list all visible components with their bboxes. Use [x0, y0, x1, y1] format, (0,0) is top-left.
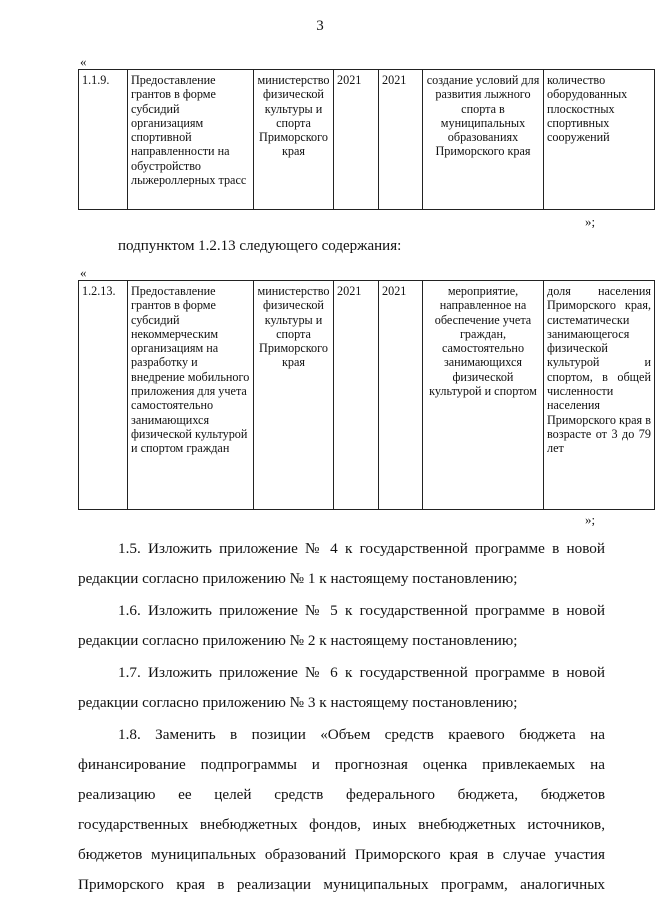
opening-quote: «	[80, 54, 87, 69]
item-number: 1.2.13.	[79, 281, 128, 510]
paragraph-1-6-line-1: 1.6. Изложить приложение № 5 к государственной программе в новой	[118, 602, 605, 619]
item-result: создание условий для развития лыжного спорта в муниципальных образованиях Приморского края	[423, 70, 544, 210]
table-row	[79, 281, 655, 510]
paragraph-1-7-line-2: редакции согласно приложению № 3 к настоящему постановлению;	[78, 694, 518, 711]
paragraph-1-8-line-5: бюджетов муниципальных образований Приморского края в случае участия	[78, 846, 605, 863]
item-name: Предоставление грантов в форме субсидий организациям спортивной направленности на обустройство лыжероллерных трасс	[128, 70, 254, 210]
table-row	[79, 70, 655, 210]
page-number: 3	[316, 18, 324, 34]
item-executor: министерство физической культуры и спорта Приморского края	[254, 281, 334, 510]
paragraph-1-8-line-4: государственных внебюджетных фондов, иных внебюджетных источников,	[78, 816, 605, 833]
paragraph-1-5-line-1: 1.5. Изложить приложение № 4 к государственной программе в новой	[118, 540, 605, 557]
paragraph-1-5-line-2: редакции согласно приложению № 1 к настоящему постановлению;	[78, 570, 518, 587]
closing-quote: »;	[585, 512, 596, 527]
paragraph-1-8-line-1: 1.8. Заменить в позиции «Объем средств краевого бюджета на	[118, 726, 605, 743]
paragraph-1-8-line-6: Приморского края в реализации муниципальных программ, аналогичных	[78, 876, 605, 893]
item-indicator: доля населения Приморского края, систематически занимающегося физической культурой и спортом, в общей численности населения Приморского края в возрасте от 3 до 79 лет	[544, 281, 655, 510]
item-result: мероприятие, направленное на обеспечение учета граждан, самостоятельно занимающихся физической культурой и спортом	[423, 281, 544, 510]
item-name: Предоставление грантов в форме субсидий некоммерческим организациям на разработку и внедрение мобильного приложения для учета самостоятельно занимающихся физической культурой и спортом граждан	[128, 281, 254, 510]
item-year-end: 2021	[379, 70, 423, 210]
item-year-start: 2021	[334, 70, 379, 210]
opening-quote: «	[80, 265, 87, 280]
paragraph-1-8-line-3: реализацию ее целей средств федерального бюджета, бюджетов	[78, 786, 605, 803]
closing-quote: »;	[585, 214, 596, 229]
program-table-item-1-2-13	[78, 280, 655, 510]
program-table-item-1-1-9	[78, 69, 655, 210]
item-executor: министерство физической культуры и спорта Приморского края	[254, 70, 334, 210]
item-year-start: 2021	[334, 281, 379, 510]
body-paragraphs	[78, 534, 605, 900]
paragraph-1-6-line-2: редакции согласно приложению № 2 к настоящему постановлению;	[78, 632, 518, 649]
item-year-end: 2021	[379, 281, 423, 510]
paragraph-1-7-line-1: 1.7. Изложить приложение № 6 к государственной программе в новой	[118, 664, 605, 681]
item-indicator: количество оборудованных плоскостных спортивных сооружений	[544, 70, 655, 210]
paragraph-1-8-line-2: финансирование подпрограммы и прогнозная оценка привлекаемых на	[78, 756, 605, 773]
subitem-intro-line: подпунктом 1.2.13 следующего содержания:	[118, 238, 402, 254]
item-number: 1.1.9.	[79, 70, 128, 210]
